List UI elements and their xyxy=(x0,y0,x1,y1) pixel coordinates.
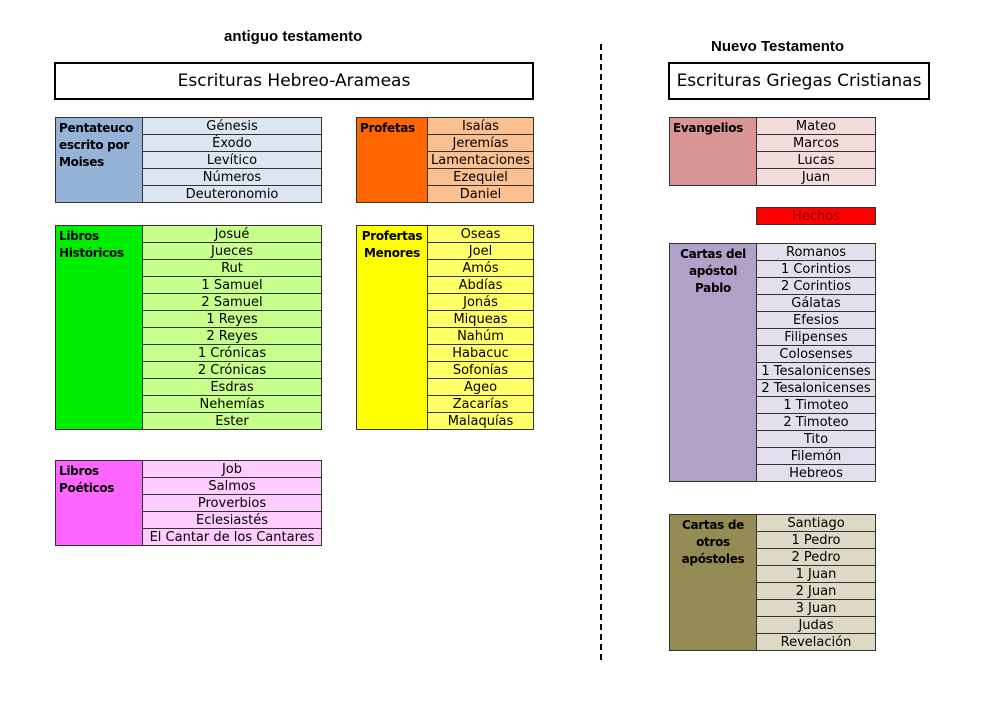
group-historicos xyxy=(55,225,322,430)
book-item: Lucas xyxy=(757,151,876,169)
book-item: Ageo xyxy=(428,378,534,396)
book-list-evangelios xyxy=(757,117,876,186)
book-item: Colosenses xyxy=(757,345,876,363)
book-item: 3 Juan xyxy=(757,599,876,617)
book-item: 2 Tesalonicenses xyxy=(757,379,876,397)
testament-divider xyxy=(600,44,602,660)
book-list-profetas xyxy=(428,117,534,203)
new-testament-heading: Nuevo Testamento xyxy=(711,38,845,55)
book-item: Josué xyxy=(143,225,322,243)
group-pentateuco xyxy=(55,117,322,203)
book-item: Oseas xyxy=(428,225,534,243)
book-item: Ester xyxy=(143,412,322,430)
book-list-menores xyxy=(428,225,534,430)
book-item: Éxodo xyxy=(143,134,322,152)
book-item: 1 Juan xyxy=(757,565,876,583)
book-item: Revelación xyxy=(757,633,876,651)
book-item: Gálatas xyxy=(757,294,876,312)
book-item: Jueces xyxy=(143,242,322,260)
book-item: Joel xyxy=(428,242,534,260)
book-item: Proverbios xyxy=(143,494,322,512)
book-item: 1 Crónicas xyxy=(143,344,322,362)
book-item: Filemón xyxy=(757,447,876,465)
book-item: 2 Corintios xyxy=(757,277,876,295)
book-item: Rut xyxy=(143,259,322,277)
book-list-pablo xyxy=(757,243,876,482)
book-item: 2 Juan xyxy=(757,582,876,600)
category-menores: Profertas Menores xyxy=(356,225,428,430)
book-item: 2 Timoteo xyxy=(757,413,876,431)
book-item: Daniel xyxy=(428,185,534,203)
book-item: Malaquías xyxy=(428,412,534,430)
book-item: Lamentaciones xyxy=(428,151,534,169)
book-item: Números xyxy=(143,168,322,186)
book-list-poeticos xyxy=(143,460,322,546)
category-otros: Cartas de otros apóstoles xyxy=(669,514,757,651)
book-item: 2 Crónicas xyxy=(143,361,322,379)
book-item: Deuteronomio xyxy=(143,185,322,203)
book-list-pentateuco xyxy=(143,117,322,203)
book-item: Miqueas xyxy=(428,310,534,328)
book-item: Marcos xyxy=(757,134,876,152)
book-item: 1 Reyes xyxy=(143,310,322,328)
book-item: Filipenses xyxy=(757,328,876,346)
book-item: Levítico xyxy=(143,151,322,169)
old-testament-heading: antiguo testamento xyxy=(224,28,363,45)
book-item: Zacarías xyxy=(428,395,534,413)
book-item: Efesios xyxy=(757,311,876,329)
book-list-historicos xyxy=(143,225,322,430)
book-item: Nehemías xyxy=(143,395,322,413)
book-item: Amós xyxy=(428,259,534,277)
book-item: Tito xyxy=(757,430,876,448)
book-item: 2 Samuel xyxy=(143,293,322,311)
group-poeticos xyxy=(55,460,322,546)
book-item: Eclesiastés xyxy=(143,511,322,529)
book-list-otros xyxy=(757,514,876,651)
book-item: Génesis xyxy=(143,117,322,135)
category-poeticos: Libros Poéticos xyxy=(55,460,143,546)
group-menores xyxy=(356,225,534,430)
book-item: Jonás xyxy=(428,293,534,311)
category-profetas: Profetas xyxy=(356,117,428,203)
book-item: 2 Reyes xyxy=(143,327,322,345)
group-profetas xyxy=(356,117,534,203)
book-item: Abdías xyxy=(428,276,534,294)
book-item: 1 Timoteo xyxy=(757,396,876,414)
group-pablo xyxy=(669,243,876,482)
category-pablo: Cartas del apóstol Pablo xyxy=(669,243,757,482)
book-item: El Cantar de los Cantares xyxy=(143,528,322,546)
book-item: 1 Tesalonicenses xyxy=(757,362,876,380)
book-item: Mateo xyxy=(757,117,876,135)
old-testament-banner: Escrituras Hebreo-Arameas xyxy=(54,62,534,100)
book-item: Habacuc xyxy=(428,344,534,362)
book-item: Salmos xyxy=(143,477,322,495)
group-evangelios xyxy=(669,117,876,186)
book-item: Isaías xyxy=(428,117,534,135)
new-testament-banner: Escrituras Griegas Cristianas xyxy=(668,62,930,100)
book-item: Nahúm xyxy=(428,327,534,345)
book-item: Ezequiel xyxy=(428,168,534,186)
book-item: Jeremías xyxy=(428,134,534,152)
book-item: 1 Samuel xyxy=(143,276,322,294)
book-item: Juan xyxy=(757,168,876,186)
category-historicos: Libros Históricos xyxy=(55,225,143,430)
book-item: Judas xyxy=(757,616,876,634)
book-item: 2 Pedro xyxy=(757,548,876,566)
book-item: Hebreos xyxy=(757,464,876,482)
book-item: Romanos xyxy=(757,243,876,261)
book-item: 1 Pedro xyxy=(757,531,876,549)
book-item: 1 Corintios xyxy=(757,260,876,278)
book-item: Sofonías xyxy=(428,361,534,379)
book-item: Job xyxy=(143,460,322,478)
category-evangelios: Evangelios xyxy=(669,117,757,186)
category-pentateuco: Pentateuco escrito por Moises xyxy=(55,117,143,203)
book-hechos: Hechos xyxy=(756,207,876,225)
group-otros xyxy=(669,514,876,651)
book-item: Santiago xyxy=(757,514,876,532)
book-item: Esdras xyxy=(143,378,322,396)
